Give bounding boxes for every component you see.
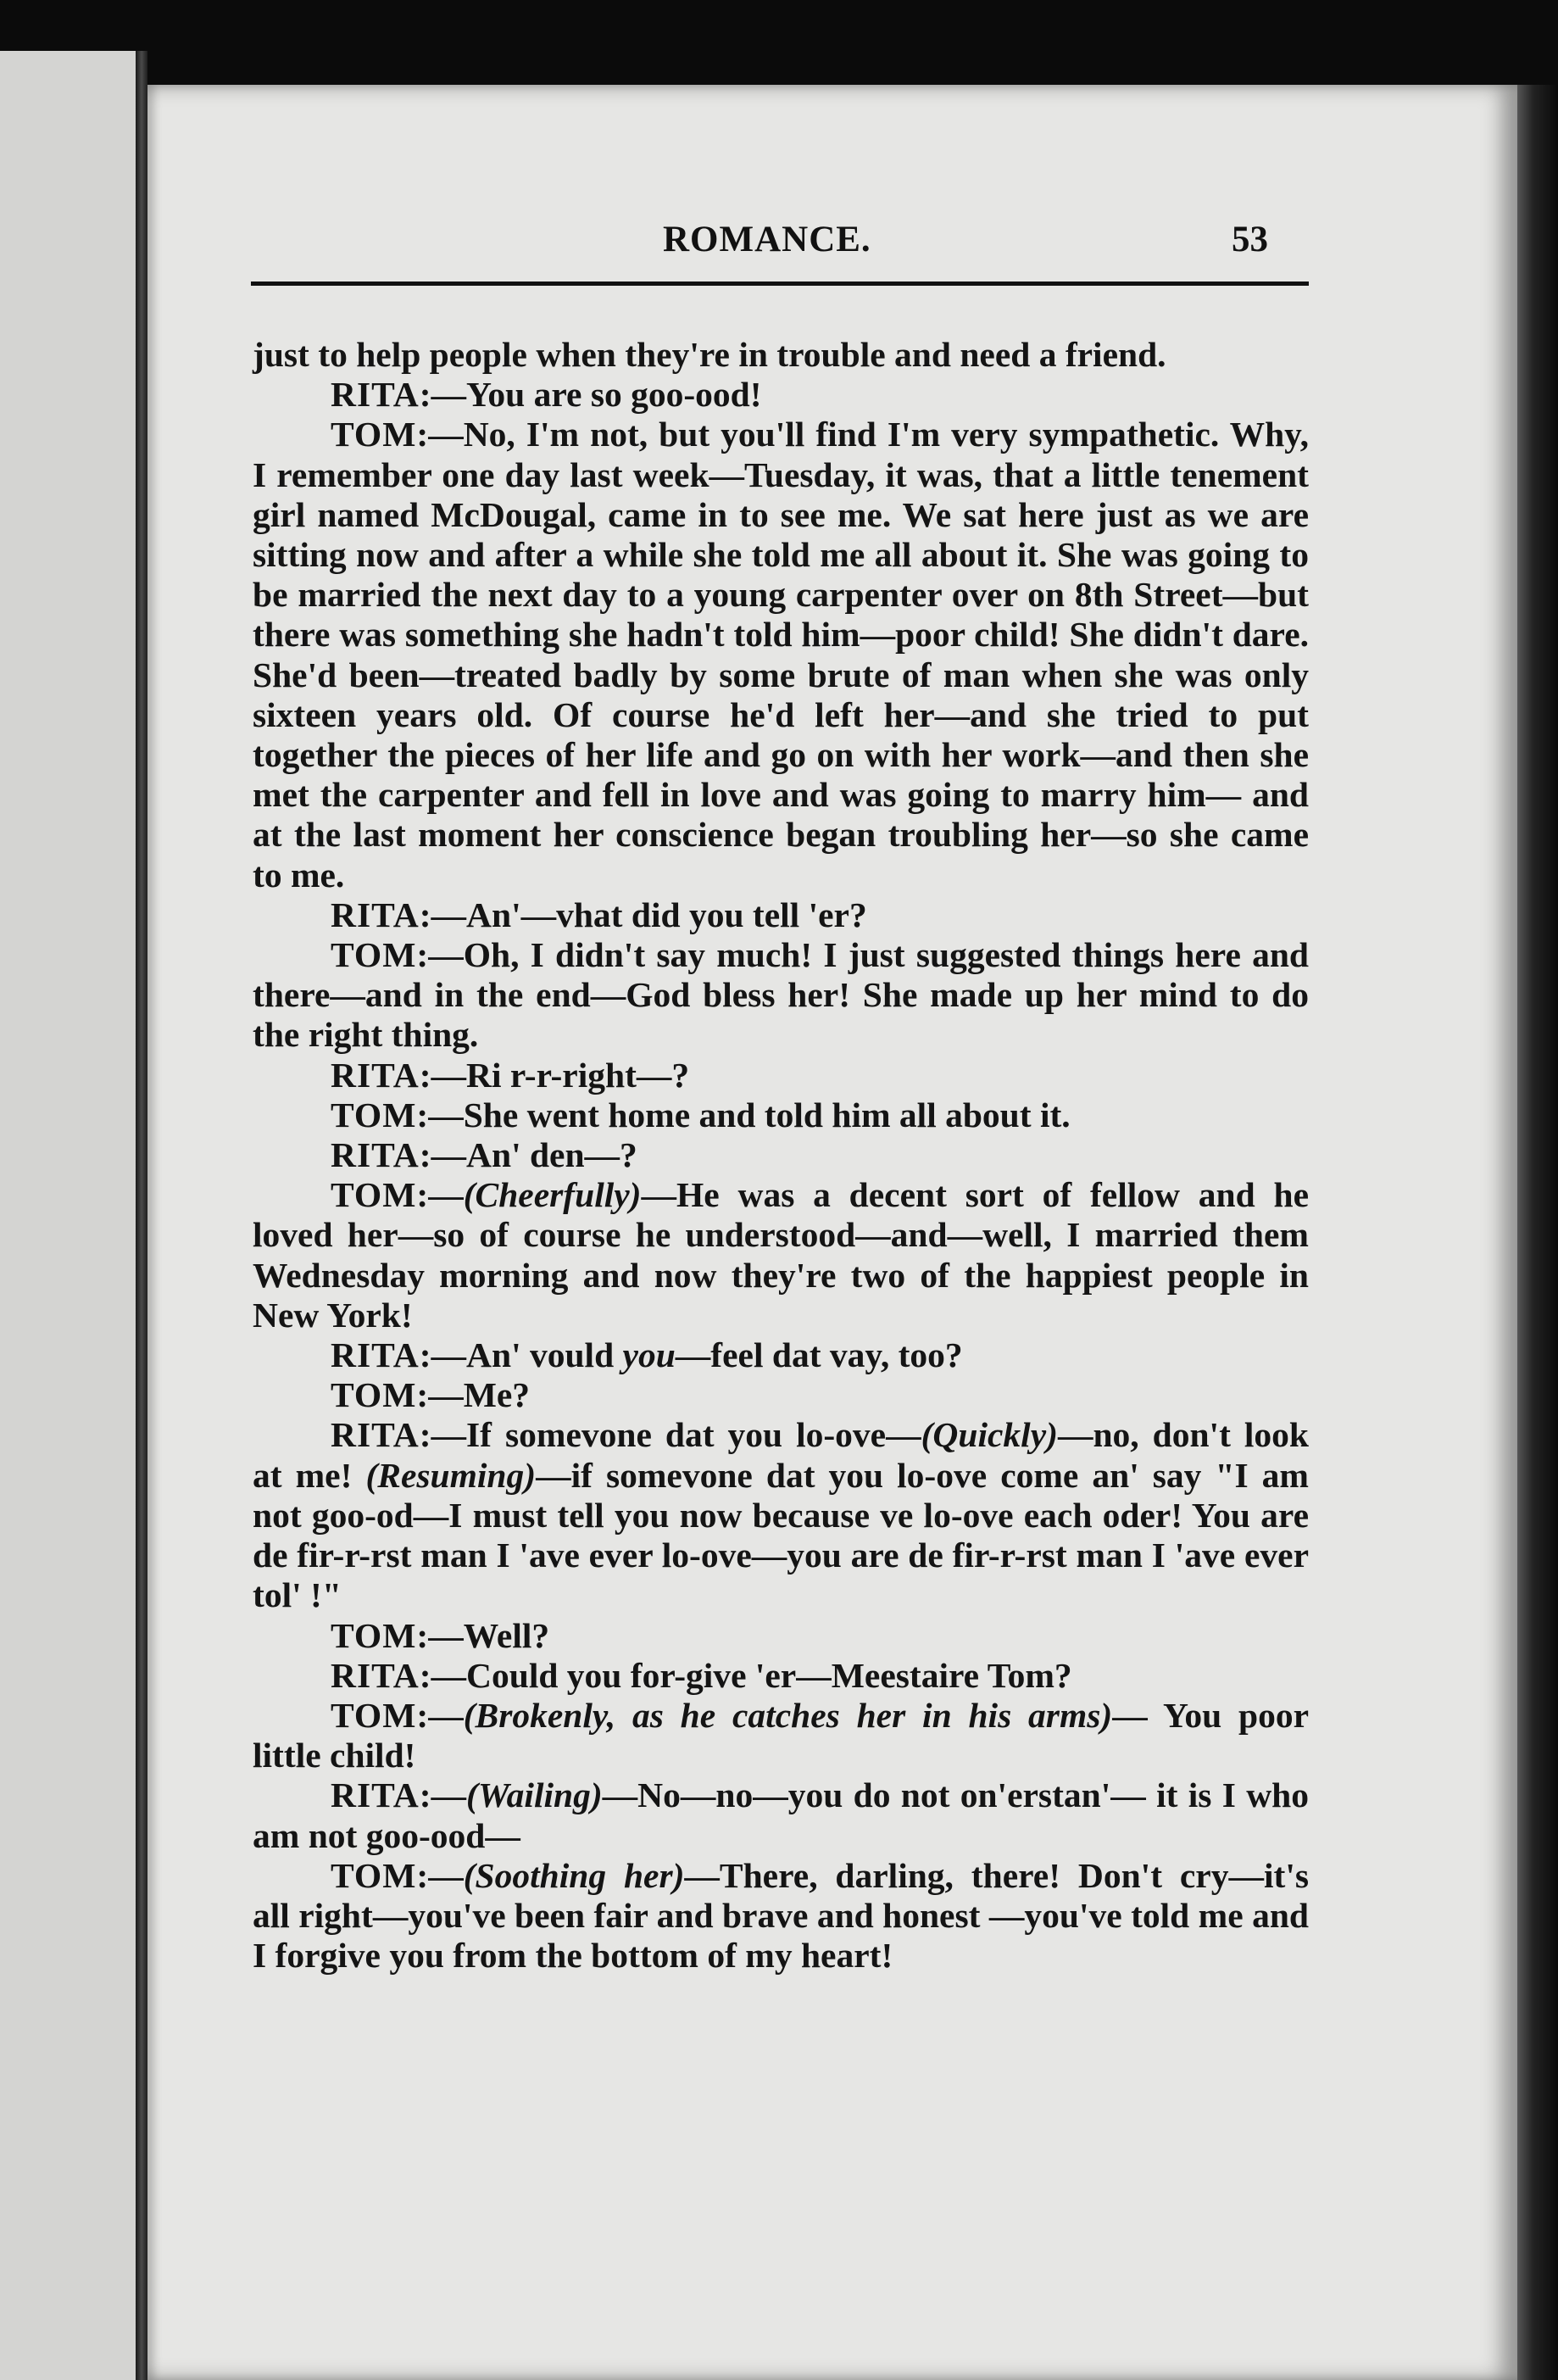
speaker-name: RITA	[331, 375, 420, 415]
dialogue-paragraph	[253, 1335, 1309, 1375]
speaker-name: RITA	[331, 1055, 420, 1095]
dialogue-text: — You poor little child!	[253, 1695, 1309, 1775]
book-gutter	[136, 51, 147, 2380]
dialogue-paragraph	[253, 895, 1309, 935]
stage-direction: (Soothing her)	[463, 1855, 685, 1895]
dialogue-text: —feel dat vay, too?	[675, 1335, 963, 1375]
speaker-name: TOM	[331, 1375, 417, 1415]
speaker-name: RITA	[331, 1415, 420, 1455]
dialogue-paragraph	[253, 1095, 1309, 1135]
page-number: 53	[1232, 220, 1268, 259]
dialogue-paragraph	[253, 1856, 1309, 1976]
speaker-name: RITA	[331, 1335, 420, 1375]
dialogue-text: :—An' den—?	[419, 1135, 637, 1175]
header-rule	[251, 281, 1309, 286]
dialogue-paragraph	[253, 1616, 1309, 1656]
dialogue-text: —He was a decent sort of fellow and he loved her—so of course he understood—and—well, I married them Wednesday morning and now they're two of the happiest people in New York!	[253, 1175, 1309, 1335]
body-text	[253, 335, 1309, 1976]
dialogue-paragraph	[253, 1415, 1309, 1615]
dialogue-text: —No—no—you do not on'erstan'— it is I who am not goo-ood—	[253, 1775, 1309, 1855]
page-header	[251, 219, 1309, 278]
speaker-name: TOM	[331, 935, 417, 975]
dialogue-text: :—	[419, 1775, 467, 1815]
dialogue-paragraph	[253, 1696, 1309, 1775]
dialogue-text: :—	[416, 1695, 464, 1735]
dialogue-paragraph	[253, 1175, 1309, 1335]
dialogue-paragraph	[253, 1375, 1309, 1415]
dialogue-paragraph	[253, 1656, 1309, 1696]
stage-direction: (Cheerfully)	[463, 1175, 642, 1215]
dialogue-paragraph	[253, 415, 1309, 895]
speaker-name: RITA	[331, 1655, 420, 1695]
dialogue-text: :—If somevone dat you lo-ove—	[419, 1415, 921, 1455]
speaker-name: TOM	[331, 415, 417, 454]
speaker-name: TOM	[331, 1175, 417, 1215]
dialogue-text: just to help people when they're in trouble and need a friend.	[253, 335, 1166, 374]
speaker-name: RITA	[331, 1135, 420, 1175]
running-head: ROMANCE.	[663, 220, 871, 259]
dialogue-text: :—She went home and told him all about it.	[416, 1095, 1071, 1134]
stage-direction: (Brokenly, as he catches her in his arms)	[463, 1695, 1113, 1735]
stage-direction: (Quickly)	[921, 1415, 1058, 1455]
dialogue-text: :—An'—vhat did you tell 'er?	[419, 895, 867, 934]
dialogue-text: —There, darling, there! Don't cry—it's all right—you've been fair and brave and honest —you've told me and I forgive you from the bottom of my heart!	[253, 1855, 1309, 1976]
dialogue-paragraph	[253, 375, 1309, 415]
dialogue-text: :—No, I'm not, but you'll find I'm very sympathetic. Why, I remember one day last week—Tuesday, it was, that a little tenement girl named McDougal, came in to see me. We sat here just as we are sitting now and after a while she told me all about it. She was going to be married the next day to a young carpenter over on 8th Street—but there was something she hadn't told him—poor child! She didn't dare. She'd been—treated badly by some brute of man when she was only sixteen years old. Of course he'd left her—and she tried to put together the pieces of her life and go on with her work—and then she met the carpenter and fell in love and was going to marry him— and at the last moment her conscience began troubling her—so she came to me.	[253, 415, 1309, 895]
speaker-name: TOM	[331, 1855, 417, 1895]
dialogue-paragraph	[253, 935, 1309, 1056]
dialogue-paragraph	[253, 1135, 1309, 1175]
speaker-name: TOM	[331, 1615, 417, 1655]
stage-direction: (Wailing)	[466, 1775, 603, 1815]
dialogue-text: :—You are so goo-ood!	[419, 375, 762, 415]
dialogue-text: :—Me?	[416, 1375, 531, 1415]
facing-page-edge	[0, 51, 144, 2380]
dialogue-text: :—Ri r-r-right—?	[419, 1055, 690, 1095]
dialogue-text: :—	[416, 1855, 464, 1895]
speaker-name: RITA	[331, 895, 420, 934]
speaker-name: TOM	[331, 1695, 417, 1735]
dialogue-text: —no, don't look at me!	[253, 1415, 1309, 1495]
dialogue-text: —if somevone dat you lo-ove come an' say "I am not goo-od—I must tell you now because ve lo-ove each oder! You are de fir-r-rst man I 'ave ever lo-ove—you are de fir-r-rst man I 'ave ever tol' !"	[253, 1455, 1309, 1615]
dialogue-text: :—Well?	[416, 1615, 550, 1655]
dialogue-text: :—An' vould	[419, 1335, 623, 1375]
speaker-name: RITA	[331, 1775, 420, 1815]
dialogue-text: :—Oh, I didn't say much! I just suggested things here and there—and in the end—God bless her! She made up her mind to do the right thing.	[253, 935, 1309, 1055]
continued-paragraph	[253, 335, 1309, 375]
speaker-name: TOM	[331, 1095, 417, 1134]
stage-direction: you	[622, 1335, 676, 1375]
dialogue-text: :—Could you for-give 'er—Meestaire Tom?	[419, 1655, 1072, 1695]
dialogue-text: :—	[416, 1175, 464, 1215]
dialogue-paragraph	[253, 1775, 1309, 1855]
dialogue-paragraph	[253, 1056, 1309, 1095]
page-edge-shadow	[1517, 85, 1558, 2380]
stage-direction: (Resuming)	[365, 1455, 537, 1495]
